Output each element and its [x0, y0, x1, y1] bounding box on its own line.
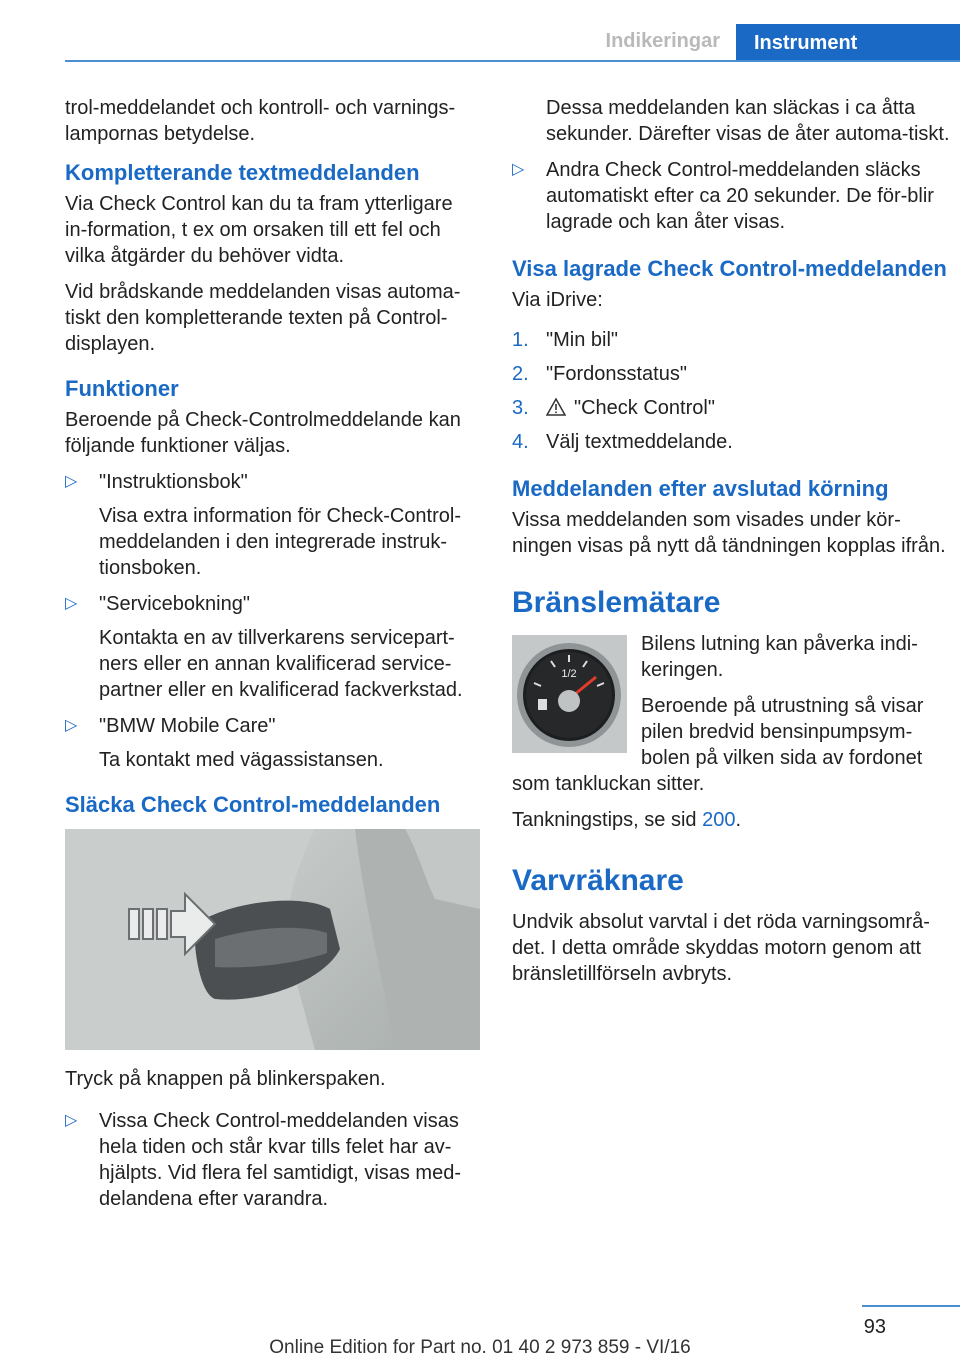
fuel-gauge-section	[512, 631, 957, 807]
bullet-text: Ta kontakt med vägassistansen.	[99, 749, 384, 771]
step-number: 1.	[512, 329, 529, 351]
bullet-text: Vissa Check Control-meddelanden visas hela tiden och står kvar tills felet har av-hjälpts. Vid flera fel samtidigt, visas med-delandena efter varandra.	[99, 1110, 462, 1210]
intro-paragraph: trol-meddelandet och kontroll- och varnings-lampornas betydelse.	[65, 97, 456, 145]
tankning-text: Tankningstips, se sid	[512, 809, 703, 831]
lever-illustration	[65, 829, 480, 1050]
heading-funktioner: Funktioner	[65, 376, 179, 401]
header-rule	[65, 60, 960, 62]
bullet-text: Andra Check Control-meddelanden släcks automatiskt efter ca 20 sekunder. De för-blir lagrade och kan åter visas.	[546, 159, 934, 233]
fuel-gauge-icon	[512, 635, 627, 753]
fuel-gauge-image	[512, 635, 627, 753]
efter-paragraph: Vissa meddelanden som visades under kör-ningen visas på nytt då tändningen kopplas ifrån.	[512, 509, 946, 557]
bullet-title: "BMW Mobile Care"	[99, 715, 276, 737]
beroende-paragraph: Beroende på utrustning så visar pilen bredvid bensinpumpsym-bolen på vilken sida av fordonet som tankluckan sitter.	[512, 695, 924, 795]
turn-signal-lever-photo	[65, 829, 480, 1050]
step-number: 3.	[512, 397, 529, 419]
bullet-title: "Servicebokning"	[99, 593, 250, 615]
triangle-bullet-icon: ▷	[65, 595, 78, 612]
triangle-bullet-icon: ▷	[65, 473, 78, 490]
footer-edition-text: Online Edition for Part no. 01 40 2 973 859 - VI/16	[269, 1337, 691, 1358]
continued-paragraph: Dessa meddelanden kan släckas i ca åtta sekunder. Därefter visas de åter automa-tiskt.	[546, 97, 950, 145]
triangle-bullet-icon: ▷	[65, 1112, 78, 1129]
list-item	[65, 713, 480, 773]
bullet-text: Kontakta en av tillverkarens servicepart-ners eller en annan kvalificerad service-partner eller en kvalificerad fackverkstad.	[99, 627, 463, 701]
footer-rule	[862, 1305, 960, 1307]
step-text: "Min bil"	[546, 329, 618, 351]
step-text: Välj textmeddelande.	[546, 431, 733, 453]
heading-meddelanden-efter: Meddelanden efter avslutad körning	[512, 476, 889, 501]
komp-paragraph-2: Vid brådskande meddelanden visas automa-tiskt den kompletterande texten på Control-displayen.	[65, 281, 461, 355]
step-text: "Check Control"	[574, 397, 715, 419]
funktioner-paragraph: Beroende på Check-Controlmeddelande kan följande funktioner väljas.	[65, 409, 461, 457]
list-item	[65, 591, 480, 703]
tryck-paragraph: Tryck på knappen på blinkerspaken.	[65, 1068, 386, 1090]
heading-varvraknare: Varvräknare	[512, 864, 684, 897]
tankning-paragraph	[512, 807, 957, 833]
heading-kompletterande: Kompletterande textmeddelanden	[65, 160, 420, 185]
header-chapter-tab[interactable]: Instrument	[736, 24, 960, 62]
komp-paragraph-1: Via Check Control kan du ta fram ytterligare in-formation, t ex om orsaken till ett fel och vilka åtgärder du behöver vidta.	[65, 193, 453, 267]
page-number: 93	[863, 1316, 886, 1338]
triangle-bullet-icon: ▷	[65, 717, 78, 734]
heading-visa-lagrade: Visa lagrade Check Control-meddelanden	[512, 256, 947, 281]
list-item	[512, 157, 957, 235]
page-link[interactable]: 200	[702, 809, 736, 831]
step-text: "Fordonsstatus"	[546, 363, 687, 385]
list-item	[512, 395, 957, 421]
list-item	[512, 429, 957, 455]
heading-branslematare: Bränslemätare	[512, 586, 721, 619]
bullet-title: "Instruktionsbok"	[99, 471, 248, 493]
idrive-paragraph: Via iDrive:	[512, 289, 603, 311]
triangle-bullet-icon: ▷	[512, 161, 525, 178]
right-column	[512, 95, 957, 997]
varv-paragraph: Undvik absolut varvtal i det röda varningsområ-det. I detta område skyddas motorn genom att bränsletillförseln avbryts.	[512, 911, 930, 985]
list-item	[65, 469, 480, 581]
list-item	[512, 361, 957, 387]
list-item	[512, 327, 957, 353]
list-item	[65, 1108, 480, 1212]
heading-slacka: Släcka Check Control-meddelanden	[65, 792, 441, 817]
step-number: 4.	[512, 431, 529, 453]
gauge-half-label: 1/2	[561, 668, 577, 680]
left-column	[65, 95, 480, 1222]
step-number: 2.	[512, 363, 529, 385]
warning-triangle-icon	[546, 398, 566, 416]
page-header	[0, 0, 960, 62]
tankning-period: .	[735, 809, 742, 831]
header-section-label[interactable]: Indikeringar	[605, 30, 720, 52]
bullet-text: Visa extra information för Check-Control-meddelanden i den integrerade instruk-tionsboken.	[99, 505, 461, 579]
lutning-paragraph: Bilens lutning kan påverka indi-keringen.	[641, 633, 918, 681]
